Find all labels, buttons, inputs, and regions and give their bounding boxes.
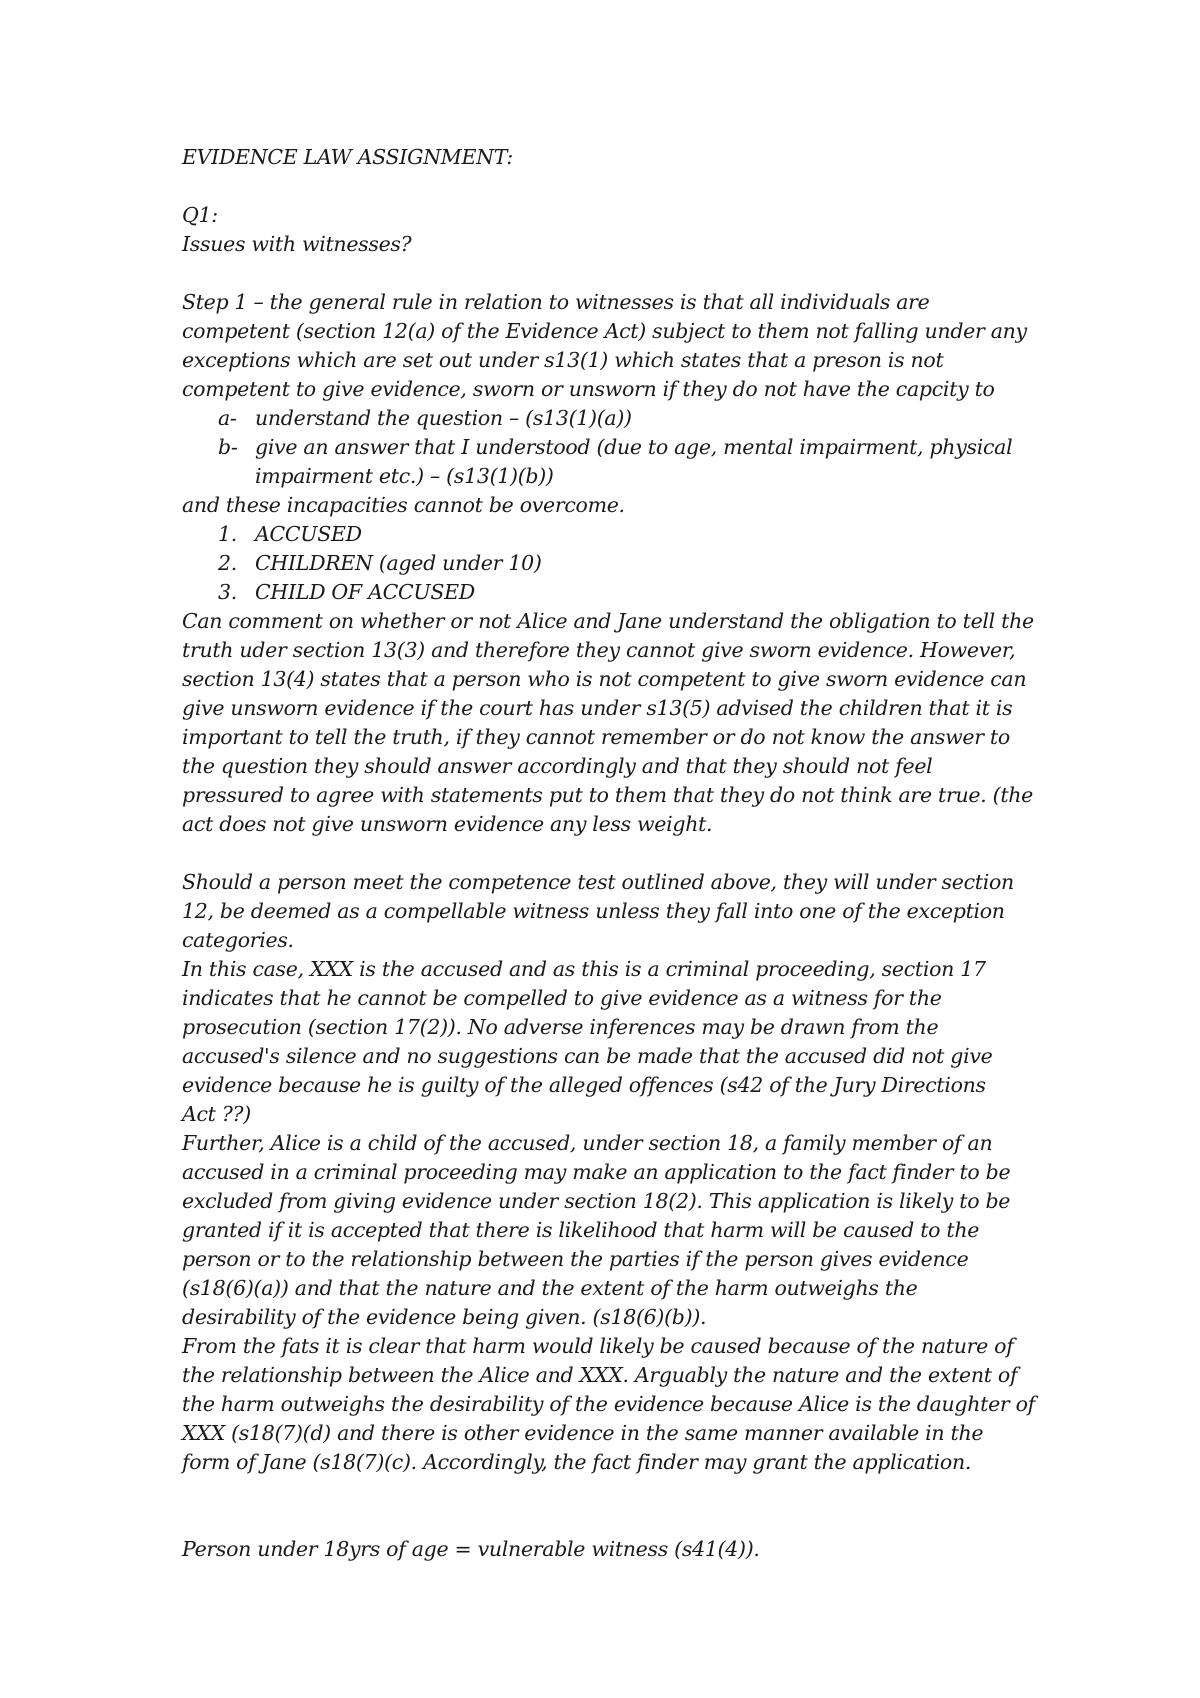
- spacer: [182, 1506, 1082, 1535]
- list-item: [182, 433, 1082, 462]
- paragraph-line: the question they should answer accordingly and that they should not feel: [182, 754, 933, 778]
- paragraph-line: exceptions which are set out under s13(1) which states that a preson is not: [182, 348, 944, 372]
- paragraph-line: section 13(4) states that a person who is not competent to give sworn evidence can: [182, 667, 1027, 691]
- unsworn-evidence-paragraph: [182, 607, 1082, 839]
- list-item: [182, 549, 1082, 578]
- paragraph-line: categories.: [182, 928, 294, 952]
- paragraph-line: Act ??): [182, 1102, 251, 1126]
- paragraph-line: excluded from giving evidence under section 18(2). This application is likely to be: [182, 1189, 1011, 1213]
- list-item: [182, 578, 1082, 607]
- paragraph-line: person or to the relationship between the parties if the person gives evidence: [182, 1247, 969, 1271]
- list-item-text: CHILD OF ACCUSED: [255, 580, 475, 604]
- compellable-witness-paragraph: [182, 868, 1082, 1477]
- list-item: [182, 520, 1082, 549]
- paragraph-line: indicates that he cannot be compelled to give evidence as a witness for the: [182, 986, 942, 1010]
- paragraph-line: competent to give evidence, sworn or unsworn if they do not have the capcity to: [182, 377, 995, 401]
- paragraph-line: act does not give unsworn evidence any less weight.: [182, 812, 713, 836]
- paragraph-line: From the fats it is clear that harm would likely be caused because of the nature of: [182, 1334, 1014, 1358]
- list-item-text: CHILDREN (aged under 10): [255, 551, 542, 575]
- paragraph-line: competent (section 12(a) of the Evidence Act) subject to them not falling under any: [182, 319, 1027, 343]
- numbered-list: [182, 520, 1082, 607]
- paragraph-line: prosecution (section 17(2)). No adverse inferences may be drawn from the: [182, 1015, 939, 1039]
- paragraph-line: In this case, XXX is the accused and as this is a criminal proceeding, section 17: [182, 957, 986, 981]
- paragraph-line: the harm outweighs the desirability of the evidence because Alice is the daughter of: [182, 1392, 1035, 1416]
- vulnerable-witness-note: Person under 18yrs of age = vulnerable witness (s41(4)).: [182, 1537, 760, 1561]
- list-item-continuation: [182, 462, 1082, 491]
- paragraph-line: the relationship between the Alice and XXX. Arguably the nature and the extent of: [182, 1363, 1018, 1387]
- list-item: [182, 404, 1082, 433]
- paragraph-line: Further, Alice is a child of the accused, under section 18, a family member of an: [182, 1131, 993, 1155]
- question-label: Q1:: [182, 203, 218, 227]
- paragraph-line: XXX (s18(7)(d) and there is other evidence in the same manner available in the: [182, 1421, 984, 1445]
- paragraph-line: 12, be deemed as a compellable witness unless they fall into one of the exception: [182, 899, 1005, 923]
- paragraph-line: Should a person meet the competence test outlined above, they will under section: [182, 870, 1014, 894]
- list-marker: 1.: [218, 522, 237, 546]
- list-marker: a-: [218, 406, 237, 430]
- list-item-text: impairment etc.) – (s13(1)(b)): [255, 464, 554, 488]
- paragraph-line: form of Jane (s18(7)(c). Accordingly, the fact finder may grant the application.: [182, 1450, 972, 1474]
- step1-paragraph: [182, 288, 1082, 404]
- spacer: [182, 172, 1082, 201]
- paragraph-line: evidence because he is guilty of the alleged offences (s42 of the Jury Directions: [182, 1073, 986, 1097]
- paragraph-line: give unsworn evidence if the court has under s13(5) advised the children that it is: [182, 696, 1013, 720]
- document-title: EVIDENCE LAW ASSIGNMENT:: [182, 145, 514, 169]
- list-marker: 2.: [218, 551, 237, 575]
- document-body: [182, 143, 1082, 1564]
- lettered-list: [182, 404, 1082, 491]
- paragraph-line: accused's silence and no suggestions can be made that the accused did not give: [182, 1044, 993, 1068]
- paragraph-line: (s18(6)(a)) and that the nature and the extent of the harm outweighs the: [182, 1276, 918, 1300]
- paragraph-line: and these incapacities cannot be overcome.: [182, 493, 625, 517]
- paragraph-line: Can comment on whether or not Alice and Jane understand the obligation to tell the: [182, 609, 1034, 633]
- paragraph-line: accused in a criminal proceeding may make an application to the fact finder to be: [182, 1160, 1011, 1184]
- list-marker: 3.: [218, 580, 237, 604]
- list-item-text: understand the question – (s13(1)(a)): [255, 406, 632, 430]
- spacer: [182, 839, 1082, 868]
- subheading: Issues with witnesses?: [182, 232, 412, 256]
- paragraph-line: Step 1 – the general rule in relation to witnesses is that all individuals are: [182, 290, 930, 314]
- spacer: [182, 259, 1082, 288]
- paragraph-line: important to tell the truth, if they cannot remember or do not know the answer to: [182, 725, 1010, 749]
- list-item-text: give an answer that I understood (due to age, mental impairment, physical: [255, 435, 1013, 459]
- paragraph-line: truth uder section 13(3) and therefore they cannot give sworn evidence. However,: [182, 638, 1016, 662]
- list-marker: b-: [218, 435, 238, 459]
- list-item-text: ACCUSED: [255, 522, 362, 546]
- spacer: [182, 1477, 1082, 1506]
- paragraph-line: pressured to agree with statements put to them that they do not think are true. (the: [182, 783, 1034, 807]
- paragraph-line: granted if it is accepted that there is likelihood that harm will be caused to the: [182, 1218, 980, 1242]
- paragraph-line: desirability of the evidence being given. (s18(6)(b)).: [182, 1305, 707, 1329]
